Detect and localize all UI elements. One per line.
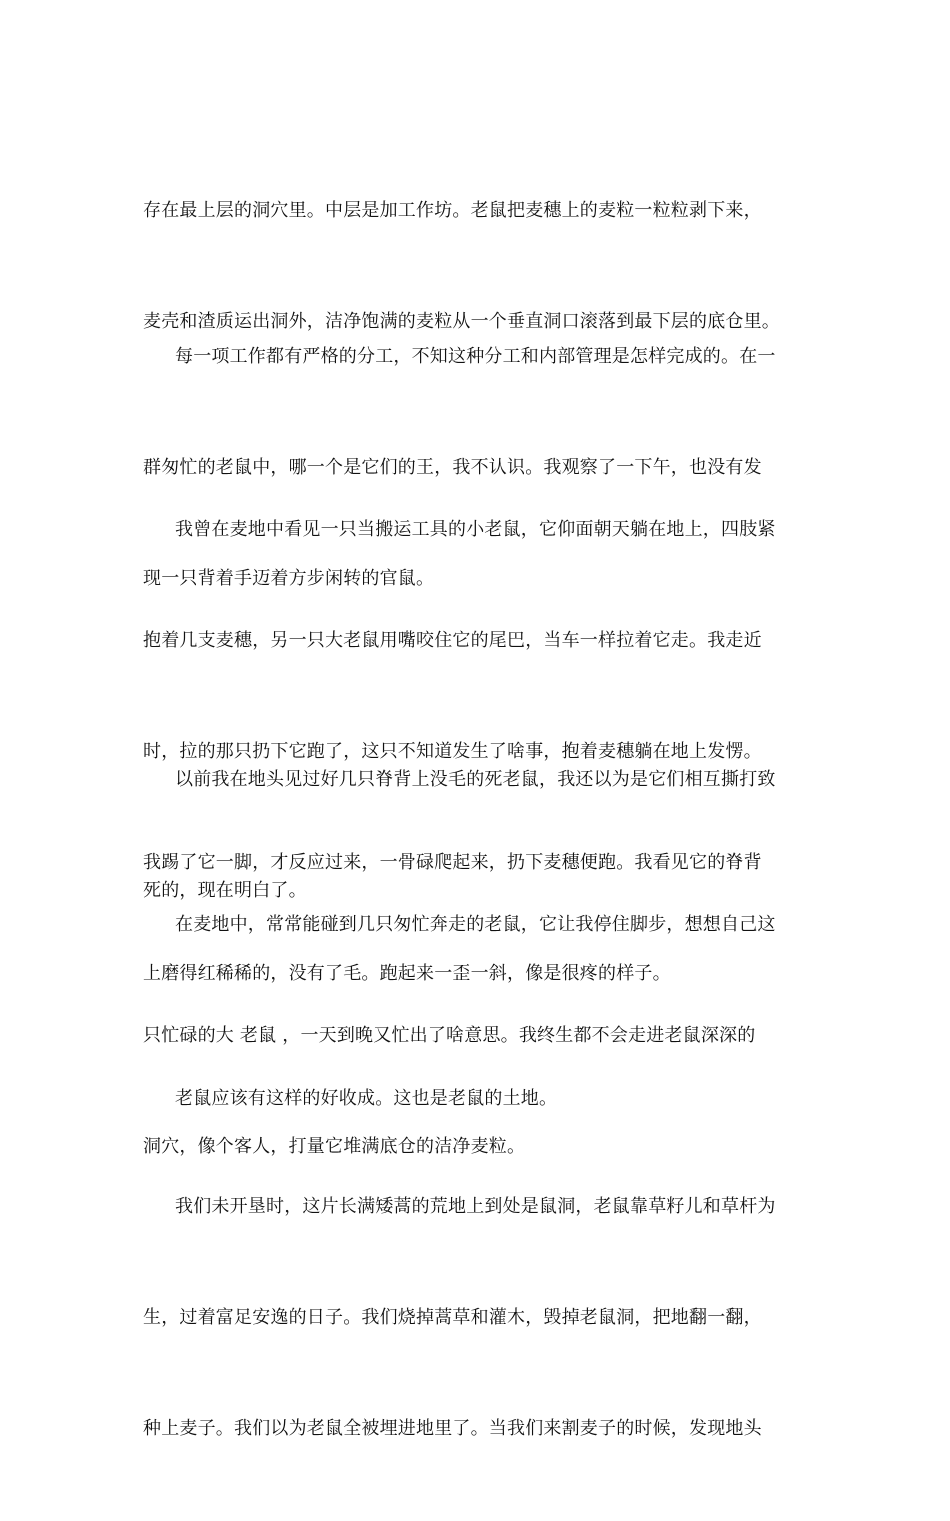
- paragraph-line: 在麦地中，常常能碰到几只匆忙奔走的老鼠，它让我停住脚步，想想自己这: [175, 914, 776, 935]
- paragraph-line: 抱着几支麦穗，另一只大老鼠用嘴咬住它的尾巴，当车一样拉着它走。我走近: [143, 630, 762, 651]
- paragraph-line: 现一只背着手迈着方步闲转的官鼠。: [143, 568, 435, 589]
- paragraph-line: 死的，现在明白了。: [143, 880, 307, 901]
- paragraph-line: 只忙碌的大 老鼠 ，一天到晚又忙出了啥意思。我终生都不会走进老鼠深深的: [143, 1025, 756, 1046]
- paragraph-line: 麦壳和渣质运出洞外，洁净饱满的麦粒从一个垂直洞口滚落到最下层的底仓里。: [143, 311, 780, 332]
- paragraph-line: 种上麦子。我们以为老鼠全被埋进地里了。当我们来割麦子的时候，发现地头: [143, 1418, 762, 1439]
- paragraph-line: 我曾在麦地中看见一只当搬运工具的小老鼠，它仰面朝天躺在地上，四肢紧: [175, 519, 776, 540]
- paragraph-line: 存在最上层的洞穴里。中层是加工作坊。老鼠把麦穗上的麦粒一粒粒剥下来，: [143, 200, 762, 221]
- paragraph-7: [143, 1114, 808, 1521]
- paragraph-line: 洞穴，像个客人，打量它堆满底仓的洁净麦粒。: [143, 1136, 526, 1157]
- paragraph-line: 以前我在地头见过好几只脊背上没毛的死老鼠，我还以为是它们相互撕打致: [175, 769, 776, 790]
- paragraph-line: 时，拉的那只扔下它跑了，这只不知道发生了啥事，抱着麦穗躺在地上发愣。: [143, 741, 762, 762]
- paragraph-line: 群匆忙的老鼠中，哪一个是它们的王，我不认识。我观察了一下午，也没有发: [143, 457, 762, 478]
- paragraph-line: 老鼠应该有这样的好收成。这也是老鼠的土地。: [175, 1088, 558, 1109]
- paragraph-line: 生，过着富足安逸的日子。我们烧掉蒿草和灌木，毁掉老鼠洞，把地翻一翻，: [143, 1307, 762, 1328]
- paragraph-line: 我踢了它一脚，才反应过来，一骨碌爬起来，扔下麦穗便跑。我看见它的脊背: [143, 852, 762, 873]
- paragraph-line: 上磨得红稀稀的，没有了毛。跑起来一歪一斜，像是很疼的样子。: [143, 963, 671, 984]
- paragraph-line: 我们未开垦时，这片长满矮蒿的荒地上到处是鼠洞，老鼠靠草籽儿和草杆为: [175, 1196, 776, 1217]
- paragraph-line: 每一项工作都有严格的分工，不知这种分工和内部管理是怎样完成的。在一: [175, 346, 776, 367]
